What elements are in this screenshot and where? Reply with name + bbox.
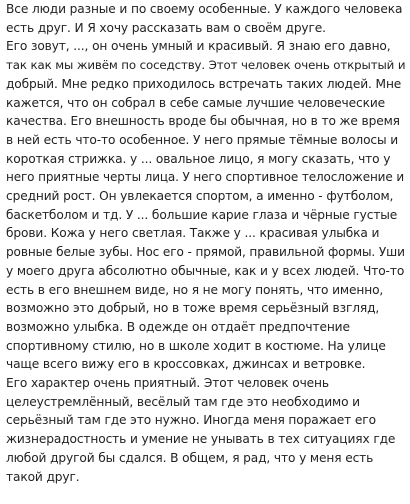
text-line: спортивному стилю, но в школе ходит в костюме. На улице bbox=[6, 338, 386, 353]
text-line: Его зовут, ..., он очень умный и красивый. Я знаю его давно, bbox=[6, 39, 391, 54]
text-line: него приятные черты лица. У него спортивное телосложение и bbox=[6, 170, 404, 185]
text-line: так как мы живём по соседству. Этот человек очень открытый и bbox=[6, 58, 406, 73]
text-line: средний рост. Он увлекается спортом, а именно - футболом, bbox=[6, 189, 394, 204]
text-line: короткая стрижка. у ... овальное лицо, я могу сказать, что у bbox=[6, 151, 391, 166]
text-line: чаще всего вижу его в кроссовках, джинсах и ветровке. bbox=[6, 357, 366, 372]
text-line: есть в его внешнем виде, но я не могу понять, что именно, bbox=[6, 282, 384, 297]
text-line: кажется, что он собрал в себе самые лучшие человеческие bbox=[6, 95, 386, 110]
text-line: Все люди разные и по своему особенные. У каждого человека bbox=[6, 2, 403, 16]
text-line: добрый. Мне редко приходилось встречать таких людей. Мне bbox=[6, 76, 402, 91]
text-line: жизнерадостность и умение не унывать в тех ситуациях где bbox=[6, 432, 396, 447]
text-line: брови. Кожа у него светлая. Также у ... красивая улыбка и bbox=[6, 226, 380, 241]
text-line: целеустремлённый, весёлый там где это необходимо и bbox=[6, 394, 360, 409]
text-line: ровные белые зубы. Нос его - прямой, правильной формы. Уши bbox=[6, 245, 405, 260]
text-line: возможно это добрый, но в тоже время серьёзный взгляд, bbox=[6, 301, 380, 316]
text-line: в ней есть что-то особенное. У него прямые тёмные волосы и bbox=[6, 132, 399, 147]
text-line: возможно улыбка. В одежде он отдаёт предпочтение bbox=[6, 319, 350, 334]
text-line: такой друг. bbox=[6, 469, 80, 484]
text-line: баскетболом и тд. У ... большие карие глаза и чёрные густые bbox=[6, 207, 398, 222]
text-line: любой другой бы сдался. В общем, я рад, что у меня есть bbox=[6, 450, 374, 465]
text-line: Его характер очень приятный. Этот человек очень bbox=[6, 376, 329, 391]
text-line: есть друг. И Я хочу рассказать вам о своём друге. bbox=[6, 20, 326, 35]
text-line: качества. Его внешность вроде бы обычная, но в то же время bbox=[6, 114, 400, 129]
text-line: у моего друга абсолютно обычные, как и у всех людей. Что-то bbox=[6, 263, 405, 278]
text-line: серьёзный там где это нужно. Иногда меня поражает его bbox=[6, 413, 376, 428]
